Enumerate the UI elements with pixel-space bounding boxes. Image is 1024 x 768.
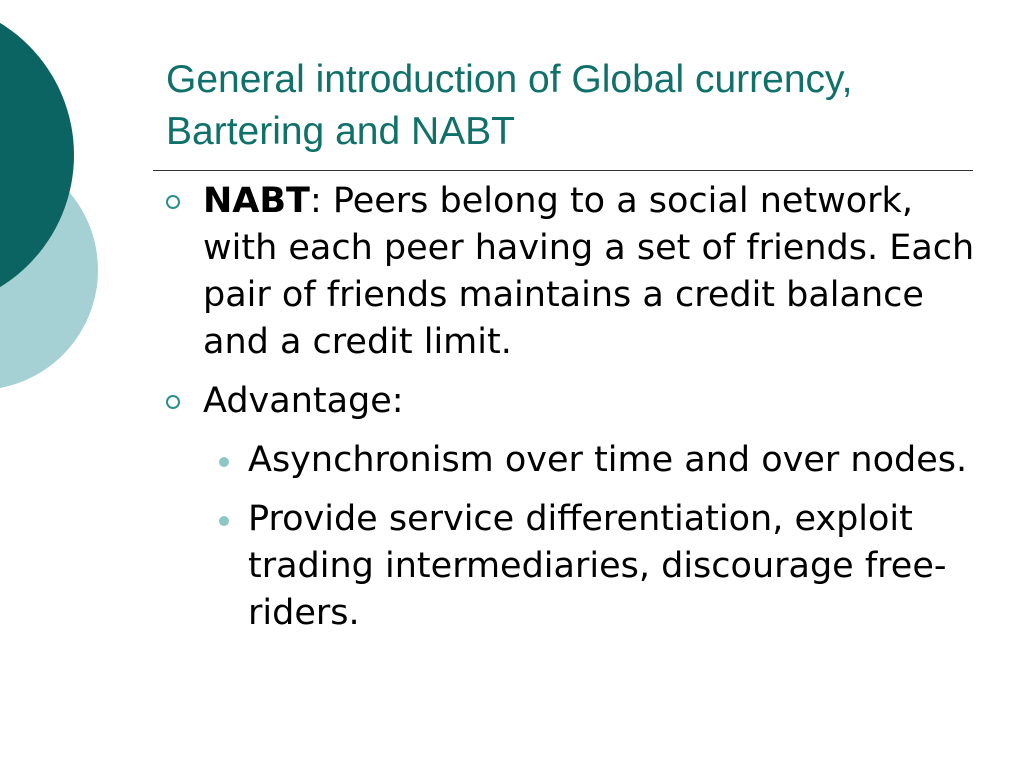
- sub-bullet-text: Provide service differentiation, exploit trading intermediaries, discourage free-riders.: [248, 499, 947, 633]
- slide-title: [166, 54, 1006, 158]
- bullet-text: : Peers belong to a social network, with each peer having a set of friends. Each pair of friends maintains a credit balance and a credit limit.: [203, 181, 975, 362]
- bullet-item-advantage: [160, 378, 980, 425]
- sub-bullet-item: [160, 496, 980, 637]
- bullet-term: NABT: [203, 181, 310, 221]
- title-line-1: General introduction of Global currency,: [166, 58, 853, 101]
- sub-bullet-text: Asynchronism over time and over nodes.: [248, 440, 968, 480]
- bullet-text: Advantage:: [203, 381, 404, 421]
- title-line-2: Bartering and NABT: [166, 110, 516, 153]
- dot-bullet-icon: [219, 516, 229, 526]
- hollow-circle-bullet-icon: [166, 395, 180, 409]
- hollow-circle-bullet-icon: [166, 195, 180, 209]
- bullet-item-nabt: [160, 178, 980, 366]
- bullet-list: [160, 178, 980, 637]
- title-divider: [153, 170, 973, 171]
- dot-bullet-icon: [219, 457, 229, 467]
- advantage-sublist: [160, 437, 980, 637]
- sub-bullet-item: [160, 437, 980, 484]
